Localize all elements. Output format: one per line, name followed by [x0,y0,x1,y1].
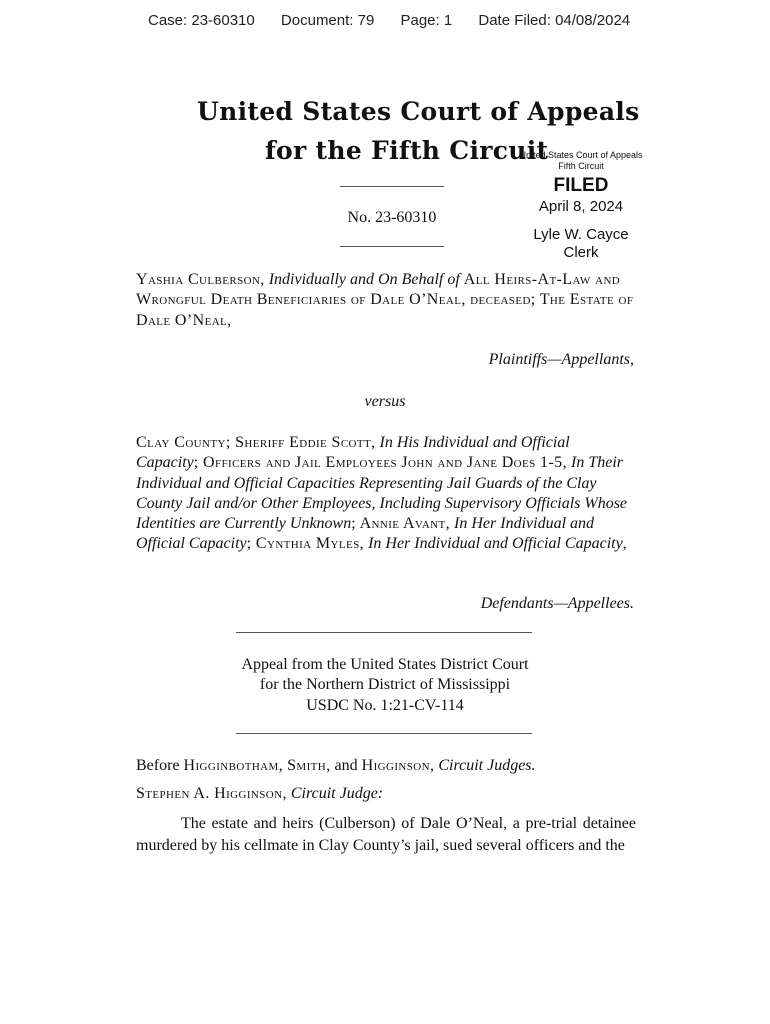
opinion-author [136,785,383,803]
stamp-court: United States Court of Appeals [519,150,643,160]
defendant-2-capacity: In Their Individual and Official Capacities Representing Jail Guards of the Clay County Jail and/or Other Employees, Including Supervisory Officials Whose Identities are Currently Unknown [136,454,628,533]
judge-1: Higginbotham, [183,757,284,774]
defendant-1-capacity: In His Individual and Official Capacity [136,434,570,472]
page-number: Page: 1 [400,12,453,29]
judges-panel [136,757,536,775]
and-label: and [334,757,358,774]
stamp-filed: FILED [553,175,609,196]
judge-2: Smith, [287,757,331,774]
judge-3: Higginson, [361,757,435,774]
stamp-date: April 8, 2024 [538,198,624,215]
appeal-line-1: Appeal from the United States District Court [241,656,529,673]
defendants-end: , [622,535,627,553]
defendant-4: ; Cynthia Myles, [246,535,365,553]
versus: versus [364,393,406,410]
divider [340,246,444,247]
stamp-clerk-name: Lyle W. Cayce [533,226,629,243]
plaintiff-parties: All Heirs-At-Law and Wrongful Death Beneficiaries of Dale O’Neal, deceased; The Estate of Dale O’Neal, [136,271,634,329]
divider [340,186,444,187]
plaintiffs-role: Plaintiffs—Appellants, [488,351,634,368]
stamp-circuit: Fifth Circuit [558,161,604,171]
defendants-role: Defendants—Appellees. [480,595,634,612]
divider [236,632,532,633]
judges-title: Circuit Judges. [438,757,536,774]
court-subtitle: for the Fifth Circuit [265,136,549,165]
stamp-clerk-title: Clerk [563,244,599,261]
plaintiff-name: Yashia Culberson, [136,271,265,288]
defendant-2: ; Officers and Jail Employees John and Jane Does 1-5, [193,454,567,472]
appeal-line-3: USDC No. 1:21-CV-114 [306,696,464,714]
plaintiff-capacity: Individually and On Behalf of [268,271,460,288]
court-title: United States Court of Appeals [197,97,640,126]
case-number: No. 23-60310 [347,209,437,226]
opinion-paragraph: The estate and heirs (Culberson) of Dale O’Neal, a pre-trial detainee murdered by his cellmate in Clay County’s jail, sued several officers and the [136,815,636,854]
defendant-3-capacity: In Her Individual and Official Capacity [136,515,595,553]
defendant-4-capacity: In Her Individual and Official Capacity [368,535,623,553]
author-name: Stephen A. Higginson, [136,785,287,802]
author-title: Circuit Judge: [290,785,384,802]
before-label: Before [136,757,180,774]
date-filed: Date Filed: 04/08/2024 [478,12,631,29]
appeal-origin [200,655,570,716]
document-header [148,12,652,29]
defendant-1: Clay County; Sheriff Eddie Scott, [136,434,376,451]
defendants-caption [136,433,636,555]
document-id: Document: 79 [280,12,375,29]
plaintiffs-caption [136,270,636,331]
filed-stamp [516,150,646,262]
case-id: Case: 23-60310 [148,12,255,29]
divider [236,733,532,734]
defendant-3: ; Annie Avant, [351,515,451,533]
appeal-line-2: for the Northern District of Mississippi [259,676,511,694]
